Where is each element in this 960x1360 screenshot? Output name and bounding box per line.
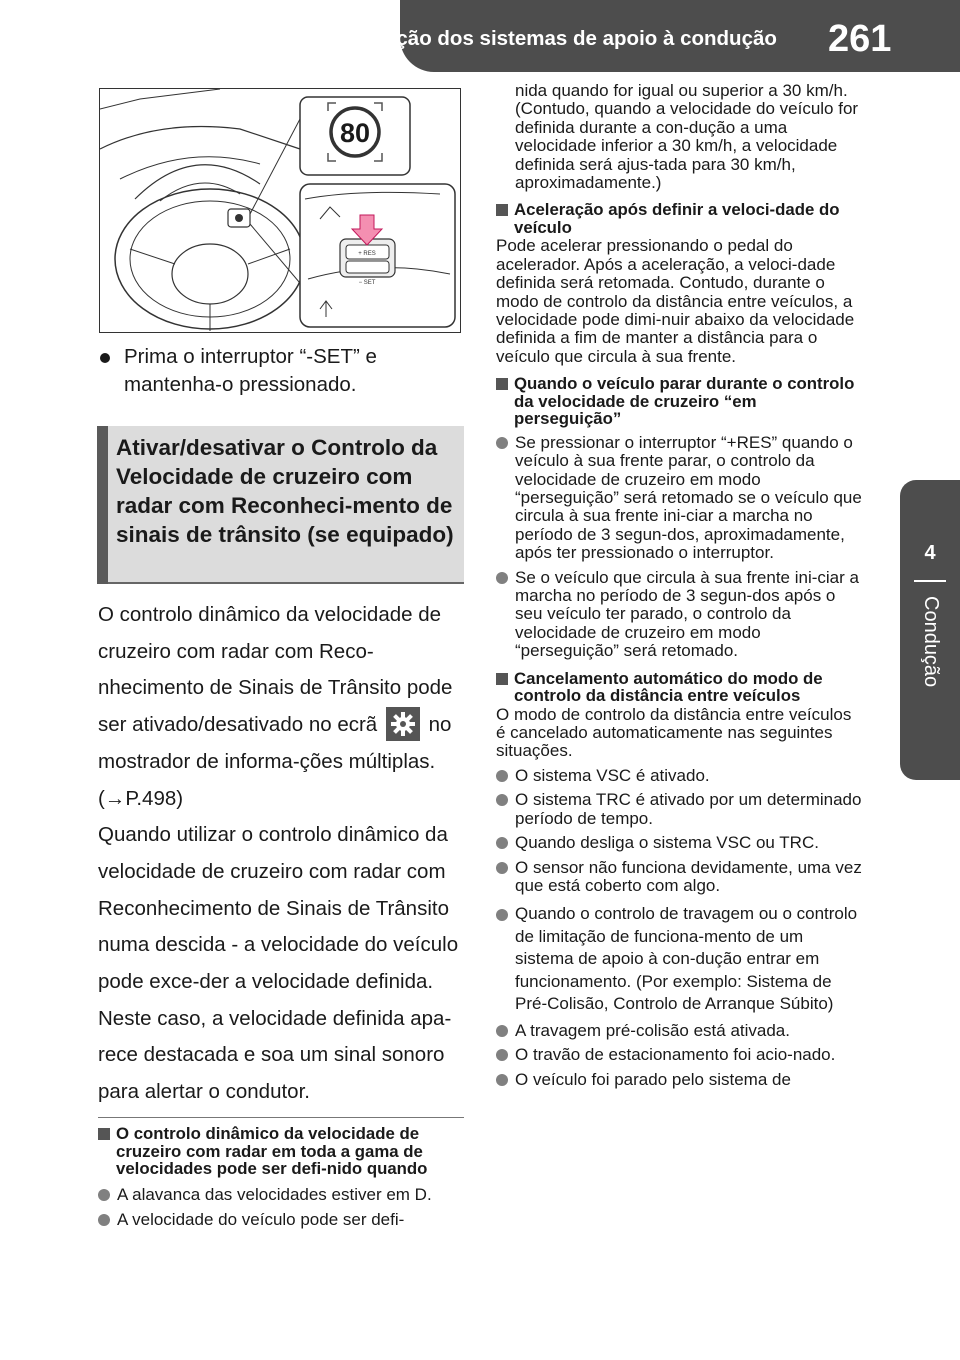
list-item: O travão de estacionamento foi acio-nado.: [496, 1046, 864, 1064]
chapter-divider: [914, 580, 946, 582]
bullet-dot: [100, 353, 110, 363]
acceleration-heading: Aceleração após definir a veloci-dade do veículo: [496, 201, 864, 236]
svg-text:− SET: − SET: [358, 280, 376, 286]
circle-bullet: [98, 1189, 110, 1201]
instruction-text: Prima o interruptor “-SET” e mantenha-o pressionado.: [124, 345, 377, 396]
circle-bullet: [496, 437, 508, 449]
steering-switch-illustration: [99, 88, 461, 333]
svg-text:+ RES: + RES: [358, 251, 376, 257]
chapter-label: Condução: [920, 596, 942, 688]
instruction-bullet: [100, 343, 465, 399]
list-item: Quando desliga o sistema VSC ou TRC.: [496, 834, 864, 852]
circle-bullet: [98, 1214, 110, 1226]
left-body-text: [98, 597, 468, 1111]
square-bullet: [496, 204, 508, 216]
cancel-paragraph: O modo de controlo da distância entre veículos é cancelado automaticamente nas seguintes situações.: [496, 704, 852, 761]
left-note: [98, 1125, 466, 1229]
acceleration-paragraph: Pode acelerar pressionando o pedal do acelerador. Após a aceleração, a veloci-dade definida será retomada. Contudo, durante o modo de controlo da distância entre veículos, a velocidade pode dimi-nuir abaixo da velocidade definida a fim de manter a distância para o veículo que circula à sua frente.: [496, 236, 855, 366]
list-item: O veículo foi parado pelo sistema de: [496, 1071, 864, 1089]
list-item: A alavanca das velocidades estiver em D.: [98, 1186, 466, 1204]
cancel-heading: Cancelamento automático do modo de controlo da distância entre veículos: [496, 670, 864, 705]
circle-bullet: [496, 770, 508, 782]
list-item: A travagem pré-colisão está ativada.: [496, 1022, 864, 1040]
section-box-title: Ativar/desativar o Controlo da Velocidade de cruzeiro com radar com Reconheci-mento de sinais de trânsito (se equipado): [116, 435, 454, 547]
chapter-tab[interactable]: [900, 480, 960, 780]
descent-paragraph: Quando utilizar o controlo dinâmico da velocidade de cruzeiro com radar com Reconhecimento de Sinais de Trânsito numa descida - a velocidade do veículo pode exce-der a velocidade definida. Neste caso, a velocidade definida apa-rece destacada e soa um sinal sonoro para alertar o condutor.: [98, 823, 459, 1104]
circle-bullet: [496, 837, 508, 849]
list-item: O sistema TRC é ativado por um determinado período de tempo.: [496, 791, 864, 828]
page-header: [0, 0, 960, 76]
circle-bullet: [496, 572, 508, 584]
chapter-number: 4: [924, 542, 936, 564]
list-item: Se o veículo que circula à sua frente ini-ciar a marcha no período de 3 segun-dos após o seu veículo ter parado, o controlo da velocidade de cruzeiro em modo “perseguição” será retomado.: [496, 569, 864, 661]
continued-text: nida quando for igual ou superior a 30 km/h. (Contudo, quando a velocidade do veículo for definida durante a con-dução a uma velocidade inferior a 30 km/h, a velocidade definida será ajus-tada para 30 km/h, aproximadamente.): [515, 81, 859, 193]
stop-heading: Quando o veículo parar durante o controlo da velocidade de cruzeiro “em perseguição”: [496, 375, 864, 428]
circle-bullet: [496, 862, 508, 874]
list-item: A velocidade do veículo pode ser defi-: [98, 1211, 466, 1229]
list-item: O sensor não funciona devidamente, uma vez que está coberto com algo.: [496, 859, 864, 896]
circle-bullet: [496, 1025, 508, 1037]
section-title: 4-5. Utilização dos sistemas de apoio à condução: [295, 27, 777, 50]
square-bullet: [496, 378, 508, 390]
section-box: [97, 426, 464, 584]
right-column: [496, 82, 864, 1089]
activation-paragraph: O controlo dinâmico da velocidade de cruzeiro com radar com Reco-nhecimento de Sinais de Trânsito pode ser ativado/desativado no ecrã no mostrador de informa-ções múltiplas. (→P.498): [98, 603, 453, 810]
list-item: Se pressionar o interruptor “+RES” quando o veículo à sua frente parar, o controlo da velocidade de cruzeiro em modo “perseguição” será retomado se o veículo que circula à sua frente ini-ciar a marcha no período de 3 segun-dos, aproximadamente, após ter pressionado o interruptor.: [496, 434, 864, 563]
note-divider: [98, 1117, 464, 1118]
illustration-drawing: [100, 89, 460, 332]
note-heading: O controlo dinâmico da velocidade de cruzeiro com radar em toda a gama de velocidades pode ser defi-nido quando: [98, 1125, 466, 1178]
circle-bullet: [496, 1074, 508, 1086]
gear-icon: [386, 707, 420, 741]
list-item: Quando o controlo de travagem ou o controlo de limitação de funciona-mento de um sistema de apoio à con-dução entrar em funcionamento. (Por exemplo: Sistema de Pré-Colisão, Controlo de Arranque Súbito): [496, 903, 864, 1016]
list-item: O sistema VSC é ativado.: [496, 767, 864, 785]
speed-sign-value: 80: [339, 118, 371, 148]
page-number: 261: [828, 18, 892, 60]
square-bullet: [496, 673, 508, 685]
section-box-bar: [97, 426, 108, 584]
square-bullet: [98, 1128, 110, 1140]
